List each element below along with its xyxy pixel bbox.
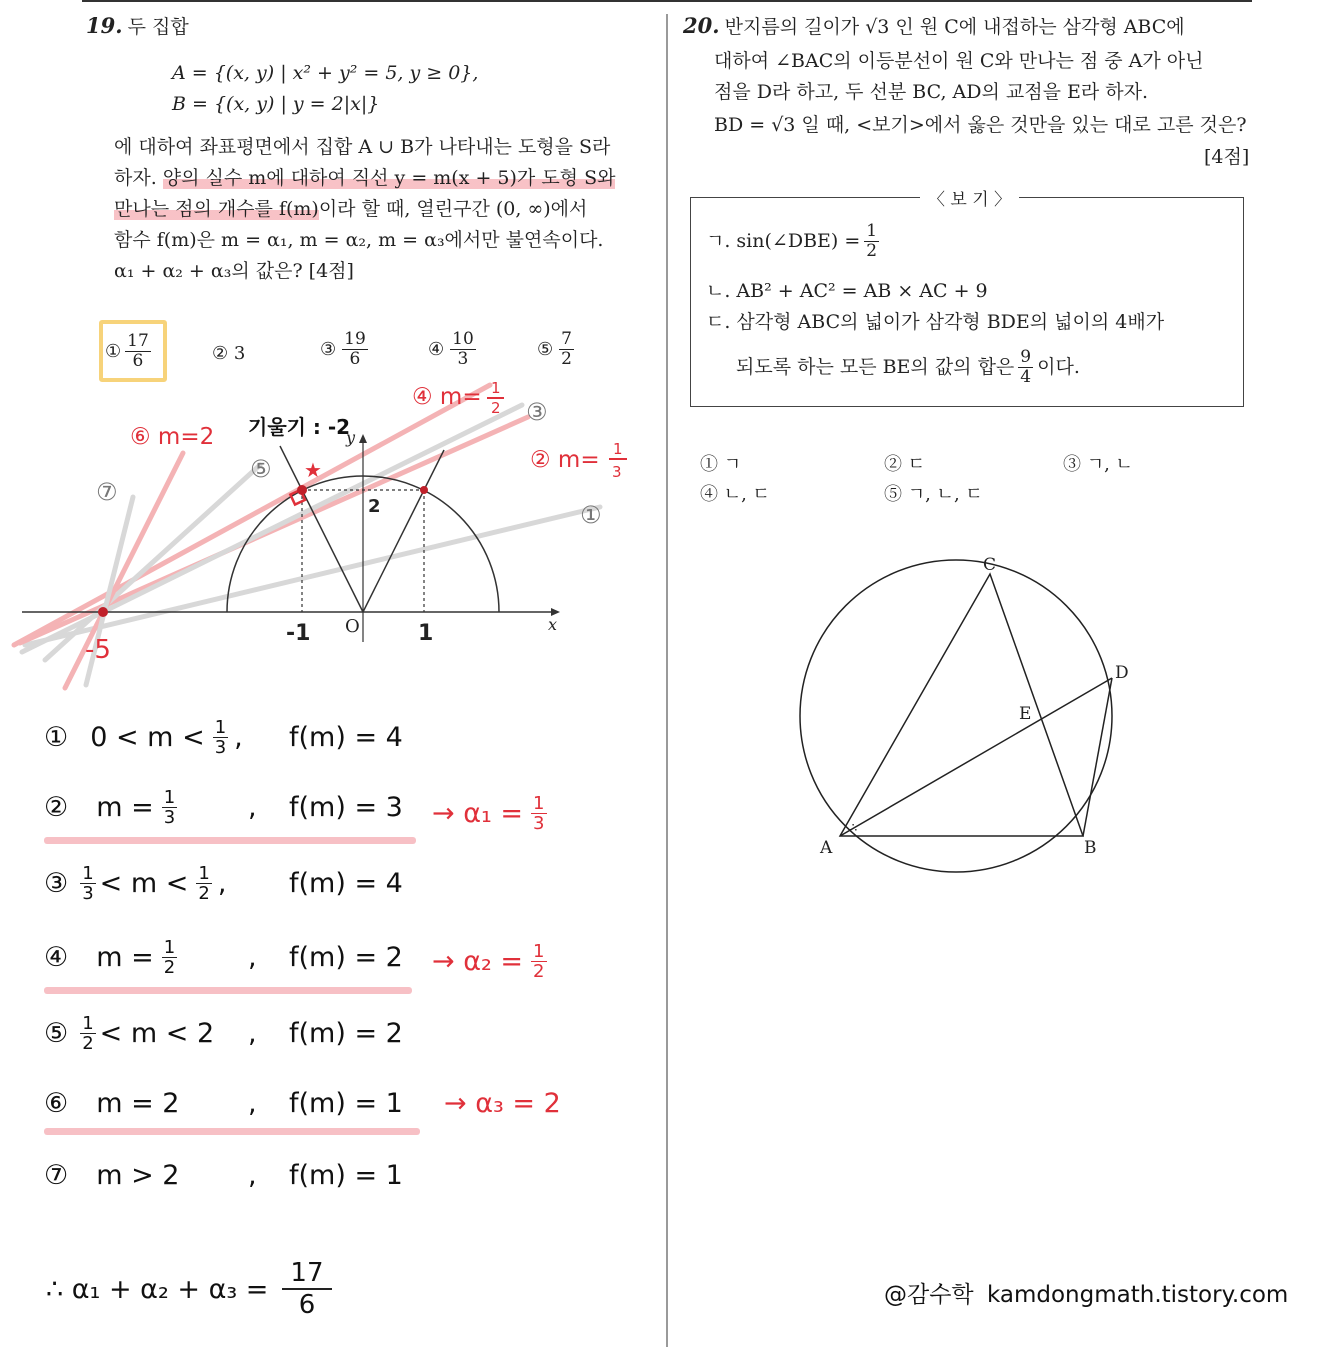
label-m-half: ④ m= xyxy=(412,384,482,410)
q20-body xyxy=(714,46,1247,141)
origin-label: O xyxy=(345,616,360,637)
row-2-cond: m = xyxy=(96,792,154,823)
choice-4-den: 3 xyxy=(457,349,469,369)
q19-graph xyxy=(0,360,660,700)
segment-ad xyxy=(840,678,1112,836)
row-1-mark: ① xyxy=(44,722,69,753)
bogi-item-3b xyxy=(736,348,1080,387)
bogi-item-3-frac xyxy=(1018,348,1033,387)
bogi-item-1-frac xyxy=(864,222,879,261)
footer-handle: @감수학 xyxy=(884,1282,974,1308)
q20-number: 20. xyxy=(683,13,720,38)
q19-number: 19. xyxy=(86,13,123,38)
label-m-half-den: 2 xyxy=(491,399,501,417)
q20-choice-1[interactable]: ① ㄱ xyxy=(700,454,742,475)
bogi-item-3: ㄷ. 삼각형 ABC의 넓이가 삼각형 BDE의 넓이의 4배가 xyxy=(706,311,1165,333)
row-3-mark: ③ xyxy=(44,868,69,899)
row-2-mark: ② xyxy=(44,792,69,823)
q19-set-b: B = {(x, y) | y = 2|x|} xyxy=(172,93,380,115)
row-1-frac xyxy=(213,718,228,757)
row-6-fm: f(m) = 1 xyxy=(289,1088,403,1119)
top-rule xyxy=(82,0,1252,2)
row-1-cond: 0 < m < xyxy=(90,722,205,753)
circled-1: ① xyxy=(580,501,602,529)
q19-line-4: 함수 f(m)은 m = α₁, m = α₂, m = α₃에서만 불연속이다. xyxy=(114,229,604,251)
choice-1-num: 17 xyxy=(127,330,149,351)
footer xyxy=(884,1276,1288,1309)
label-2: 2 xyxy=(368,496,381,517)
q19-header xyxy=(86,12,189,43)
q19-line-2 xyxy=(114,163,634,194)
row-5-fm: f(m) = 2 xyxy=(289,1018,403,1049)
highlight-row-6 xyxy=(44,1128,420,1135)
q20-choice-4[interactable]: ④ ㄴ, ㄷ xyxy=(700,484,770,505)
q20-choice-2[interactable]: ② ㄷ xyxy=(884,454,926,475)
row-4-frac xyxy=(162,938,177,977)
row-3-pfrac-den: 3 xyxy=(82,883,94,904)
point-neg1-2 xyxy=(297,485,307,495)
choice-3-mark: ③ xyxy=(320,339,337,360)
alpha-2 xyxy=(432,942,547,981)
row-3-frac xyxy=(196,864,211,903)
row-6-mark: ⑥ xyxy=(44,1088,69,1119)
label-a: A xyxy=(820,838,833,858)
q19-line-3 xyxy=(114,194,634,225)
conclusion-text: ∴ α₁ + α₂ + α₃ = xyxy=(46,1273,269,1305)
solution-row-1: ① 0 < m < $\frac{1}{3}$ , f(m) = 4 xyxy=(44,717,403,758)
solution-row-3: ③ $\frac{1}{3}$ < m < $\frac{1}{2}$ , f(m) = 4 xyxy=(44,863,403,904)
row-7-mark: ⑦ xyxy=(44,1160,69,1191)
line-5-gray xyxy=(45,465,260,660)
solution-row-2: ② m = $\frac{1}{3}$ , f(m) = 3 xyxy=(44,787,403,828)
q20-line-4: BD = √3 일 때, <보기>에서 옳은 것만을 있는 대로 고른 것은? xyxy=(714,114,1247,136)
q19-line-5: α₁ + α₂ + α₃의 값은? [4점] xyxy=(114,260,354,282)
choice-2-value: 3 xyxy=(233,343,246,364)
label-1: 1 xyxy=(418,621,434,646)
label-d: D xyxy=(1115,663,1129,683)
alpha-1-label: → α₁ = xyxy=(432,798,524,829)
bogi-item-3-den: 4 xyxy=(1020,367,1032,387)
alpha-1-frac xyxy=(531,794,546,833)
row-4-fm: f(m) = 2 xyxy=(289,942,403,973)
label-minus1: -1 xyxy=(286,621,311,646)
choice-3-den: 6 xyxy=(349,349,361,369)
choice-1-mark: ① xyxy=(105,340,122,362)
bogi-item-1-den: 2 xyxy=(866,241,878,261)
y-axis-label: y xyxy=(346,428,356,447)
choice-3-num: 19 xyxy=(344,329,366,349)
conclusion-den: 6 xyxy=(298,1290,316,1320)
bogi-item-1 xyxy=(706,222,879,261)
q20-line-1: 반지름의 길이가 √3 인 원 C에 내접하는 삼각형 ABC에 xyxy=(724,16,1185,38)
row-2-frac xyxy=(162,788,177,827)
alpha-2-num: 1 xyxy=(533,941,545,962)
q19-line-2b-highlight: 양의 실수 m에 대하여 직선 y = m(x + 5)가 도형 S와 xyxy=(162,167,616,189)
row-3-frac-num: 1 xyxy=(198,863,210,884)
alpha-1 xyxy=(432,794,547,833)
point-1-2 xyxy=(420,486,428,494)
row-4-frac-den: 2 xyxy=(163,957,176,978)
q20-choice-3[interactable]: ③ ㄱ, ㄴ xyxy=(1063,454,1133,475)
row-7-fm: f(m) = 1 xyxy=(289,1160,403,1191)
conclusion xyxy=(46,1258,332,1320)
alpha-3: → α₃ = 2 xyxy=(444,1088,561,1119)
solution-row-4: ④ m = $\frac{1}{2}$ , f(m) = 2 xyxy=(44,937,403,978)
bogi-item-2: ㄴ. AB² + AC² = AB × AC + 9 xyxy=(706,280,988,302)
q19-line-1: 에 대하여 좌표평면에서 집합 A ∪ B가 나타내는 도형을 S라 xyxy=(114,136,611,158)
q19-line-3a-highlight: 만나는 점의 개수를 f(m) xyxy=(114,198,319,220)
row-5-pfrac-num: 1 xyxy=(82,1013,94,1034)
label-m-third-num: 1 xyxy=(613,440,623,458)
q20-figure xyxy=(790,550,1140,900)
solution-row-6: ⑥ m = 2 , f(m) = 1 xyxy=(44,1088,403,1119)
row-5-mark: ⑤ xyxy=(44,1018,69,1049)
circled-5: ⑤ xyxy=(250,455,272,483)
choice-2-mark: ② xyxy=(212,343,229,364)
q19-line-3b: 이라 할 때, 열린구간 (0, ∞)에서 xyxy=(318,198,588,220)
choice-5-den: 2 xyxy=(561,349,572,369)
point-neg5-0 xyxy=(98,607,108,617)
alpha-1-num: 1 xyxy=(533,793,545,814)
choice-4-num: 10 xyxy=(452,329,474,349)
q20-header xyxy=(683,12,1185,43)
alpha-2-frac xyxy=(531,942,546,981)
q20-points: [4점] xyxy=(1204,146,1250,168)
row-2-frac-den: 3 xyxy=(163,807,176,828)
row-3-frac-den: 2 xyxy=(198,883,210,904)
q19-body xyxy=(114,132,634,287)
conclusion-num: 17 xyxy=(282,1258,331,1290)
star-mark: ★ xyxy=(304,458,322,482)
bogi-item-3b-text: 되도록 하는 모든 BE의 값의 합은 xyxy=(736,356,1015,378)
choice-5-num: 7 xyxy=(561,329,572,349)
row-4-mark: ④ xyxy=(44,942,69,973)
angle-bisector-mark: ∴ xyxy=(849,821,858,836)
solution-row-5: ⑤ $\frac{1}{2}$ < m < 2 , f(m) = 2 xyxy=(44,1013,403,1054)
x-axis-label: x xyxy=(548,615,558,634)
label-e: E xyxy=(1019,704,1032,724)
q19-line-2a: 하자. xyxy=(114,167,163,189)
choice-4-mark: ④ xyxy=(428,339,445,360)
highlight-row-4 xyxy=(44,987,412,994)
slope-note: 기울기 : -2 xyxy=(248,415,351,439)
q20-line-3: 점을 D라 하고, 두 선분 BC, AD의 교점을 E라 하자. xyxy=(714,81,1149,103)
row-1-frac-den: 3 xyxy=(214,737,227,758)
circled-3: ③ xyxy=(526,398,548,426)
label-b: B xyxy=(1084,838,1097,858)
alpha-2-label: → α₂ = xyxy=(432,946,524,977)
y-axis-arrow xyxy=(359,434,367,443)
q20-line-2: 대하여 ∠BAC의 이등분선이 원 C와 만나는 점 중 A가 아닌 xyxy=(714,50,1204,72)
alpha-2-den: 2 xyxy=(533,961,545,982)
row-6-cond: m = 2 xyxy=(96,1088,180,1119)
choice-1-den: 6 xyxy=(132,350,144,371)
row-3-pfrac-num: 1 xyxy=(82,863,94,884)
choice-5-mark: ⑤ xyxy=(537,339,554,360)
circled-7: ⑦ xyxy=(96,478,118,506)
row-3-cond: < m < xyxy=(99,868,189,899)
bogi-item-3-num: 9 xyxy=(1020,347,1032,367)
row-2-fm: f(m) = 3 xyxy=(289,792,403,823)
footer-site[interactable]: kamdongmath.tistory.com xyxy=(986,1282,1289,1308)
q19-heading: 두 집합 xyxy=(127,16,189,38)
row-1-fm: f(m) = 4 xyxy=(289,722,403,753)
solution-row-7: ⑦ m > 2 , f(m) = 1 xyxy=(44,1160,403,1191)
bogi-item-1-num: 1 xyxy=(866,221,878,241)
segment-bd xyxy=(1083,678,1112,836)
row-5-pfrac xyxy=(80,1014,95,1053)
row-5-cond: < m < 2 xyxy=(99,1018,215,1049)
label-c: C xyxy=(983,555,997,575)
row-4-cond: m = xyxy=(96,942,154,973)
row-1-frac-num: 1 xyxy=(214,717,227,738)
line-m-2 xyxy=(65,453,183,688)
row-5-pfrac-den: 2 xyxy=(82,1033,94,1054)
triangle-abc xyxy=(840,574,1083,836)
label-minus5: -5 xyxy=(85,635,111,665)
row-7-cond: m > 2 xyxy=(96,1160,180,1191)
row-2-frac-num: 1 xyxy=(163,787,176,808)
bogi-title: 〈 보 기 〉 xyxy=(920,185,1019,210)
label-m-third-den: 3 xyxy=(612,463,622,481)
column-divider xyxy=(666,14,668,1347)
label-m-half-num: 1 xyxy=(491,379,501,397)
bogi-item-3-end: 이다. xyxy=(1037,356,1080,378)
q20-choice-5[interactable]: ⑤ ㄱ, ㄴ, ㄷ xyxy=(884,484,983,505)
row-3-pfrac xyxy=(80,864,95,903)
row-4-frac-num: 1 xyxy=(163,937,176,958)
conclusion-frac xyxy=(282,1258,331,1320)
label-m-third: ② m= xyxy=(530,447,600,473)
row-3-fm: f(m) = 4 xyxy=(289,868,403,899)
label-m-2: ⑥ m=2 xyxy=(130,424,215,450)
alpha-1-den: 3 xyxy=(533,813,545,834)
bogi-item-1-text: ㄱ. sin(∠DBE) = xyxy=(706,230,861,252)
q19-set-a: A = {(x, y) | x² + y² = 5, y ≥ 0}, xyxy=(172,62,479,84)
highlight-row-2 xyxy=(44,837,416,844)
